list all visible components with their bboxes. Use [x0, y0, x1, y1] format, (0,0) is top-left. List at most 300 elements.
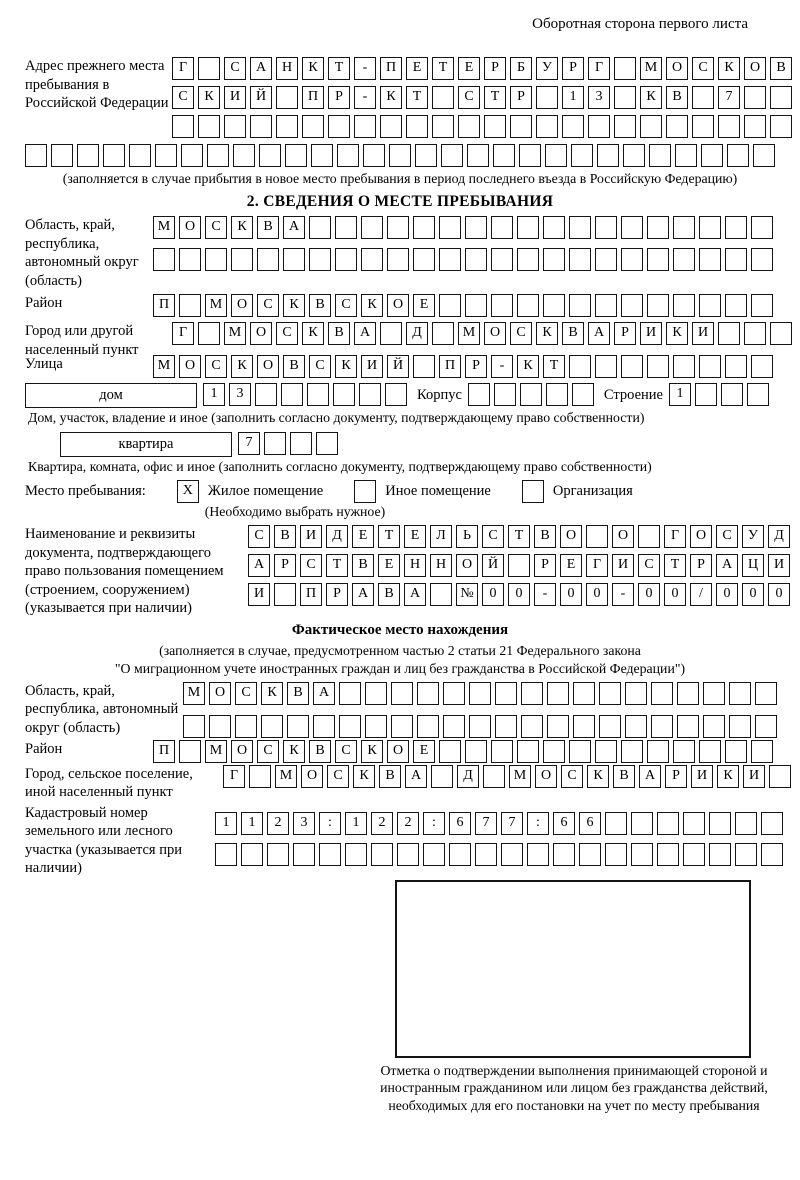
- char-cell: М: [153, 216, 175, 239]
- char-cell: 2: [397, 812, 419, 835]
- char-cell: [205, 248, 227, 271]
- char-cell: [475, 843, 497, 866]
- char-box-row: [215, 843, 787, 866]
- char-cell: Л: [430, 525, 452, 548]
- char-cell: Е: [458, 57, 480, 80]
- char-cell: [439, 248, 461, 271]
- char-cell: В: [378, 583, 400, 606]
- char-cell: В: [613, 765, 635, 788]
- char-cell: И: [612, 554, 634, 577]
- char-cell: О: [179, 216, 201, 239]
- char-cell: [517, 740, 539, 763]
- char-cell: Н: [276, 57, 298, 80]
- char-cell: [432, 322, 454, 345]
- char-cell: [623, 144, 645, 167]
- char-cell: П: [302, 86, 324, 109]
- char-cell: [495, 682, 517, 705]
- char-cell: [631, 843, 653, 866]
- char-cell: [547, 682, 569, 705]
- char-cell: В: [257, 216, 279, 239]
- char-cell: С: [235, 682, 257, 705]
- char-box-row: [172, 322, 796, 345]
- char-cell: [311, 144, 333, 167]
- char-cell: -: [354, 86, 376, 109]
- char-cell: [520, 383, 542, 406]
- char-cell: [285, 144, 307, 167]
- char-cell: [235, 715, 257, 738]
- char-cell: 0: [560, 583, 582, 606]
- char-cell: О: [666, 57, 688, 80]
- char-cell: [753, 144, 775, 167]
- char-cell: [439, 740, 461, 763]
- char-cell: 2: [371, 812, 393, 835]
- char-cell: М: [275, 765, 297, 788]
- char-cell: 0: [638, 583, 660, 606]
- char-cell: [692, 86, 714, 109]
- char-cell: [699, 216, 721, 239]
- char-cell: [649, 144, 671, 167]
- char-cell: [709, 843, 731, 866]
- district2-field: [0, 740, 800, 763]
- char-cell: Т: [328, 57, 350, 80]
- char-cell: [415, 144, 437, 167]
- char-cell: В: [562, 322, 584, 345]
- district-field: [0, 294, 800, 317]
- char-cell: [207, 144, 229, 167]
- char-box-row: [153, 248, 777, 271]
- char-cell: [441, 144, 463, 167]
- char-cell: Е: [352, 525, 374, 548]
- char-cell: И: [640, 322, 662, 345]
- char-cell: В: [379, 765, 401, 788]
- char-cell: С: [716, 525, 738, 548]
- char-cell: [103, 144, 125, 167]
- char-cell: [339, 715, 361, 738]
- char-cell: [198, 322, 220, 345]
- checkbox-organization: [522, 480, 544, 503]
- page-side-note: Оборотная сторона первого листа: [532, 16, 748, 32]
- char-cell: В: [534, 525, 556, 548]
- char-cell: [621, 355, 643, 378]
- apartment-number-row: [238, 432, 342, 455]
- char-cell: [255, 383, 277, 406]
- char-cell: [290, 432, 312, 455]
- char-cell: О: [535, 765, 557, 788]
- char-cell: [491, 216, 513, 239]
- korpus-row: [468, 383, 598, 406]
- char-cell: [605, 843, 627, 866]
- document-label: Наименование и реквизиты документа, подтверждающего право пользования помещением (строением, сооружением) (указывается при наличии): [25, 526, 224, 616]
- apartment-row: [0, 432, 800, 457]
- char-cell: [638, 525, 660, 548]
- char-cell: 6: [449, 812, 471, 835]
- char-cell: [677, 715, 699, 738]
- char-cell: [491, 248, 513, 271]
- char-cell: С: [692, 57, 714, 80]
- char-cell: [495, 715, 517, 738]
- char-cell: [179, 294, 201, 317]
- char-cell: [249, 765, 271, 788]
- char-cell: [647, 294, 669, 317]
- char-cell: [657, 843, 679, 866]
- char-cell: 1: [203, 383, 225, 406]
- char-cell: О: [301, 765, 323, 788]
- house-note: Дом, участок, владение и иное (заполнить согласно документу, подтверждающему право собственности): [28, 410, 645, 425]
- char-cell: [614, 86, 636, 109]
- char-cell: [673, 740, 695, 763]
- char-box-row: [183, 682, 781, 705]
- char-cell: [673, 294, 695, 317]
- district2-label: Район: [25, 740, 63, 757]
- char-cell: [467, 144, 489, 167]
- char-cell: [546, 383, 568, 406]
- char-cell: [417, 682, 439, 705]
- char-cell: Д: [326, 525, 348, 548]
- char-cell: [543, 216, 565, 239]
- char-cell: 1: [345, 812, 367, 835]
- char-cell: [517, 248, 539, 271]
- char-cell: [770, 86, 792, 109]
- char-cell: С: [257, 294, 279, 317]
- char-cell: [483, 765, 505, 788]
- char-cell: Г: [223, 765, 245, 788]
- char-cell: [673, 355, 695, 378]
- char-cell: [699, 355, 721, 378]
- stroenie-row: [669, 383, 773, 406]
- char-cell: [387, 216, 409, 239]
- char-cell: -: [491, 355, 513, 378]
- char-cell: [621, 216, 643, 239]
- char-cell: К: [666, 322, 688, 345]
- char-box-row: [223, 765, 795, 788]
- char-cell: [595, 740, 617, 763]
- char-cell: [562, 115, 584, 138]
- char-cell: [313, 715, 335, 738]
- char-cell: [579, 843, 601, 866]
- char-cell: [365, 715, 387, 738]
- char-cell: 7: [718, 86, 740, 109]
- char-cell: [699, 248, 721, 271]
- char-cell: П: [380, 57, 402, 80]
- house-number-row: [203, 383, 411, 406]
- char-cell: [484, 115, 506, 138]
- char-cell: [276, 115, 298, 138]
- char-cell: [699, 294, 721, 317]
- char-cell: [51, 144, 73, 167]
- char-cell: В: [287, 682, 309, 705]
- char-cell: [510, 115, 532, 138]
- char-cell: Й: [250, 86, 272, 109]
- char-cell: О: [257, 355, 279, 378]
- char-cell: [443, 715, 465, 738]
- stroenie-label: Строение: [603, 387, 663, 403]
- char-cell: О: [209, 682, 231, 705]
- char-cell: [599, 682, 621, 705]
- char-cell: [729, 715, 751, 738]
- char-box-row: [172, 115, 796, 138]
- char-cell: А: [405, 765, 427, 788]
- char-cell: [536, 115, 558, 138]
- char-cell: [744, 115, 766, 138]
- prev-address-overflow-row: [0, 144, 800, 167]
- char-cell: 3: [293, 812, 315, 835]
- char-cell: 0: [586, 583, 608, 606]
- char-cell: [287, 715, 309, 738]
- char-cell: [599, 715, 621, 738]
- char-cell: [588, 115, 610, 138]
- char-cell: [468, 383, 490, 406]
- char-cell: Т: [326, 554, 348, 577]
- char-cell: К: [302, 322, 324, 345]
- char-cell: [725, 355, 747, 378]
- char-cell: Р: [562, 57, 584, 80]
- char-cell: [431, 765, 453, 788]
- char-cell: Г: [172, 322, 194, 345]
- char-cell: 0: [716, 583, 738, 606]
- char-cell: [309, 216, 331, 239]
- char-cell: [198, 115, 220, 138]
- char-cell: [439, 294, 461, 317]
- korpus-label: Корпус: [417, 387, 462, 403]
- char-cell: [692, 115, 714, 138]
- char-cell: [666, 115, 688, 138]
- char-cell: О: [690, 525, 712, 548]
- char-cell: [307, 383, 329, 406]
- char-cell: К: [361, 740, 383, 763]
- char-cell: А: [248, 554, 270, 577]
- char-cell: 0: [768, 583, 790, 606]
- char-cell: О: [387, 740, 409, 763]
- char-cell: К: [717, 765, 739, 788]
- char-cell: [536, 86, 558, 109]
- char-cell: [769, 765, 791, 788]
- district-label: Район: [25, 295, 63, 311]
- char-cell: К: [198, 86, 220, 109]
- char-cell: [761, 843, 783, 866]
- char-cell: Й: [387, 355, 409, 378]
- char-cell: И: [361, 355, 383, 378]
- char-cell: :: [423, 812, 445, 835]
- char-cell: Р: [328, 86, 350, 109]
- char-cell: [261, 715, 283, 738]
- char-cell: [709, 812, 731, 835]
- city-field: [0, 322, 800, 359]
- char-cell: С: [205, 355, 227, 378]
- char-cell: С: [561, 765, 583, 788]
- char-cell: Т: [508, 525, 530, 548]
- char-cell: [625, 682, 647, 705]
- char-cell: [631, 812, 653, 835]
- char-cell: [651, 715, 673, 738]
- char-cell: Р: [484, 57, 506, 80]
- char-cell: [703, 715, 725, 738]
- char-cell: 3: [229, 383, 251, 406]
- char-cell: [521, 682, 543, 705]
- char-cell: [651, 682, 673, 705]
- char-cell: [423, 843, 445, 866]
- char-cell: Ь: [456, 525, 478, 548]
- city2-field: [0, 765, 800, 802]
- char-cell: 0: [508, 583, 530, 606]
- char-cell: В: [283, 355, 305, 378]
- char-cell: [701, 144, 723, 167]
- char-cell: [281, 383, 303, 406]
- char-cell: Е: [378, 554, 400, 577]
- char-cell: -: [534, 583, 556, 606]
- char-cell: [673, 248, 695, 271]
- char-cell: Р: [465, 355, 487, 378]
- char-cell: [657, 812, 679, 835]
- char-cell: 1: [562, 86, 584, 109]
- char-cell: В: [309, 740, 331, 763]
- char-cell: [432, 115, 454, 138]
- char-cell: [363, 144, 385, 167]
- char-box-row: [153, 294, 777, 317]
- char-cell: [755, 682, 777, 705]
- char-cell: С: [327, 765, 349, 788]
- char-cell: [449, 843, 471, 866]
- char-cell: Г: [588, 57, 610, 80]
- char-cell: [751, 740, 773, 763]
- char-cell: [458, 115, 480, 138]
- char-cell: [469, 682, 491, 705]
- char-cell: [155, 144, 177, 167]
- char-cell: [545, 144, 567, 167]
- char-cell: Д: [768, 525, 790, 548]
- char-cell: [569, 355, 591, 378]
- char-cell: С: [335, 740, 357, 763]
- char-cell: Р: [614, 322, 636, 345]
- char-box-row: [248, 583, 794, 606]
- char-cell: С: [335, 294, 357, 317]
- char-cell: К: [231, 216, 253, 239]
- char-cell: 0: [482, 583, 504, 606]
- char-cell: О: [231, 294, 253, 317]
- char-cell: Г: [664, 525, 686, 548]
- char-cell: [729, 682, 751, 705]
- actual-location-title: Фактическое место нахождения: [291, 621, 509, 638]
- actual-location-note-1: (заполняется в случае, предусмотренном частью 2 статьи 21 Федерального закона: [159, 642, 641, 658]
- char-cell: Н: [430, 554, 452, 577]
- char-cell: С: [257, 740, 279, 763]
- char-cell: [725, 216, 747, 239]
- char-cell: [335, 248, 357, 271]
- actual-location-note-2: "О миграционном учете иностранных граждан и лиц без гражданства в Российской Федерации"): [114, 660, 686, 676]
- char-cell: [354, 115, 376, 138]
- char-cell: [647, 355, 669, 378]
- char-cell: М: [640, 57, 662, 80]
- char-cell: [647, 740, 669, 763]
- char-cell: [761, 812, 783, 835]
- char-cell: Е: [406, 57, 428, 80]
- char-cell: [469, 715, 491, 738]
- char-cell: [517, 216, 539, 239]
- char-cell: [413, 216, 435, 239]
- char-cell: [675, 144, 697, 167]
- house-type-box: дом: [25, 383, 197, 408]
- char-cell: [276, 86, 298, 109]
- char-cell: О: [744, 57, 766, 80]
- char-cell: [179, 248, 201, 271]
- char-cell: [770, 115, 792, 138]
- char-cell: [647, 216, 669, 239]
- char-box-row: [248, 554, 794, 577]
- registration-mark-box: [395, 880, 751, 1058]
- char-cell: [517, 294, 539, 317]
- char-cell: И: [768, 554, 790, 577]
- char-cell: [725, 740, 747, 763]
- char-cell: Г: [172, 57, 194, 80]
- char-cell: [224, 115, 246, 138]
- char-cell: О: [387, 294, 409, 317]
- char-cell: [595, 216, 617, 239]
- char-cell: [339, 682, 361, 705]
- char-box-row: [172, 57, 796, 80]
- char-cell: В: [328, 322, 350, 345]
- region-field: [0, 216, 800, 290]
- char-cell: [406, 115, 428, 138]
- char-cell: [571, 144, 593, 167]
- char-cell: [735, 812, 757, 835]
- char-cell: [319, 843, 341, 866]
- char-box-row: [153, 740, 777, 763]
- char-cell: [257, 248, 279, 271]
- char-cell: [385, 383, 407, 406]
- char-cell: О: [612, 525, 634, 548]
- char-cell: [293, 843, 315, 866]
- char-cell: /: [690, 583, 712, 606]
- char-cell: А: [639, 765, 661, 788]
- char-cell: К: [335, 355, 357, 378]
- char-cell: [465, 248, 487, 271]
- char-cell: [309, 248, 331, 271]
- char-cell: [553, 843, 575, 866]
- char-cell: 1: [669, 383, 691, 406]
- char-cell: [443, 682, 465, 705]
- char-box-row: [215, 812, 787, 835]
- char-cell: [683, 812, 705, 835]
- char-cell: [391, 682, 413, 705]
- char-cell: К: [718, 57, 740, 80]
- char-cell: [172, 115, 194, 138]
- char-cell: :: [319, 812, 341, 835]
- char-cell: [465, 216, 487, 239]
- prev-address-label: Адрес прежнего места пребывания в Российской Федерации: [25, 58, 169, 111]
- checkbox-residential: X: [177, 480, 199, 503]
- char-cell: [413, 248, 435, 271]
- char-cell: О: [250, 322, 272, 345]
- char-cell: [569, 248, 591, 271]
- char-cell: Т: [664, 554, 686, 577]
- prev-address-note: (заполняется в случае прибытия в новое место пребывания в период последнего въезда в Российскую Федерацию): [62, 171, 738, 186]
- char-cell: [543, 248, 565, 271]
- char-box-row: [183, 715, 781, 738]
- char-cell: 2: [267, 812, 289, 835]
- char-cell: Т: [406, 86, 428, 109]
- char-cell: [493, 144, 515, 167]
- char-cell: [569, 740, 591, 763]
- char-cell: [380, 115, 402, 138]
- char-cell: [703, 682, 725, 705]
- char-cell: М: [458, 322, 480, 345]
- char-cell: И: [224, 86, 246, 109]
- char-cell: [413, 355, 435, 378]
- char-cell: Й: [482, 554, 504, 577]
- char-cell: [365, 682, 387, 705]
- char-cell: Е: [404, 525, 426, 548]
- char-cell: [735, 843, 757, 866]
- char-cell: [387, 248, 409, 271]
